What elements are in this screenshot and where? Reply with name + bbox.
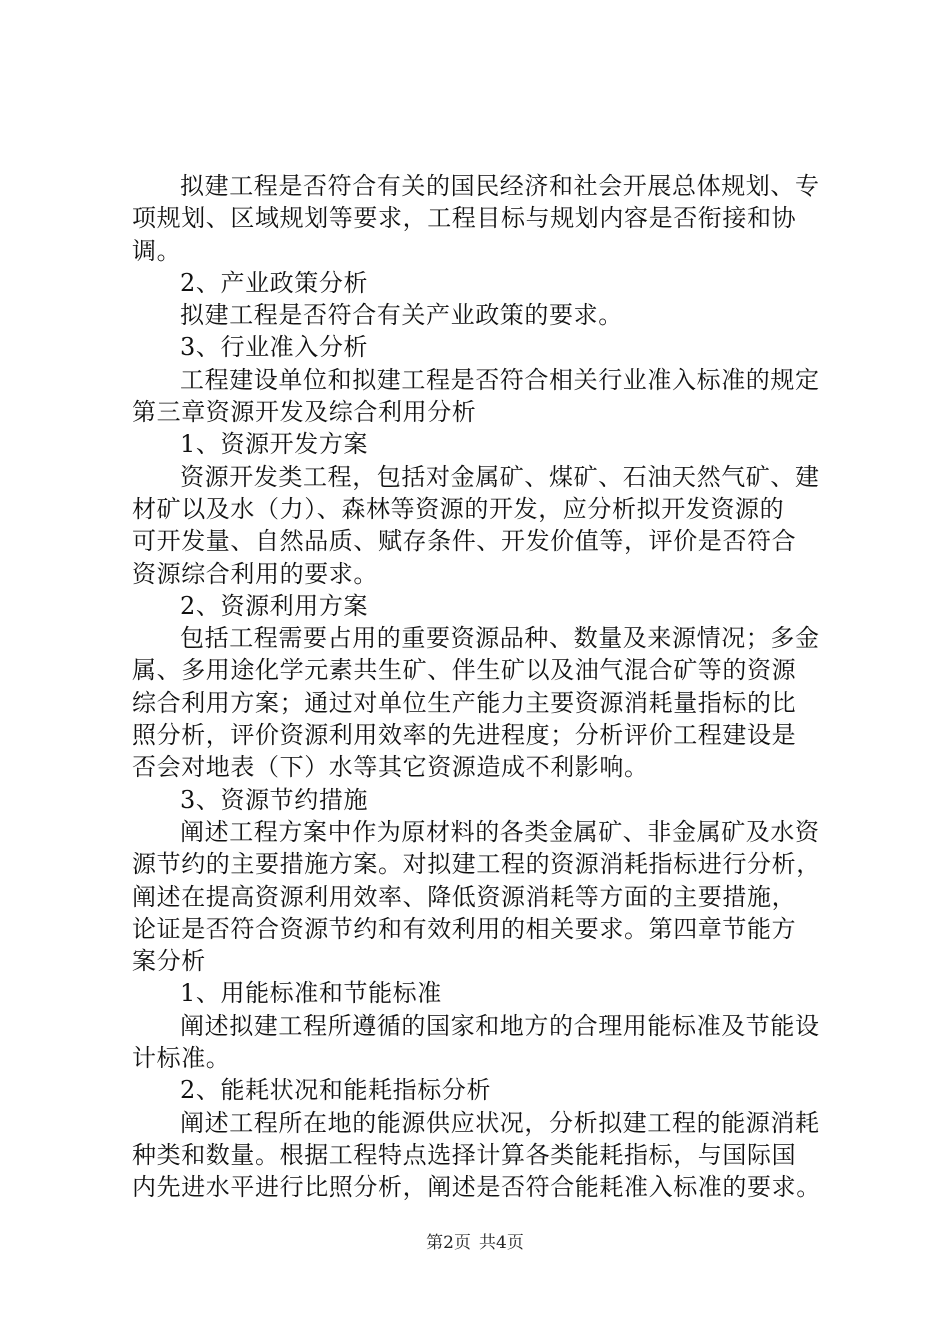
body-text	[132, 170, 832, 1204]
paragraph-line: 阐述拟建工程所遵循的国家和地方的合理用能标准及节能设	[180, 1011, 820, 1040]
paragraph-line: 资源综合利用的要求。	[132, 559, 378, 588]
paragraph-line: 阐述工程方案中作为原材料的各类金属矿、非金属矿及水资	[180, 817, 820, 846]
paragraph-line: 论证是否符合资源节约和有效利用的相关要求。第四章节能方	[132, 914, 797, 943]
chapter-heading: 第三章资源开发及综合利用分析	[132, 398, 477, 427]
paragraph-line: 源节约的主要措施方案。对拟建工程的资源消耗指标进行分析，	[132, 850, 821, 879]
paragraph-line: 拟建工程是否符合有关的国民经济和社会开展总体规划、专	[180, 172, 820, 200]
paragraph-line: 资源开发类工程，包括对金属矿、煤矿、石油天然气矿、建	[180, 462, 820, 491]
paragraph-line: 案分析	[132, 947, 206, 976]
paragraph-line: 属、多用途化学元素共生矿、伴生矿以及油气混合矿等的资源	[132, 656, 797, 685]
paragraph-line: 综合利用方案；通过对单位生产能力主要资源消耗量指标的比	[132, 688, 797, 717]
paragraph-line: 计标准。	[132, 1044, 231, 1073]
section-heading: 2、资源利用方案	[180, 591, 369, 620]
page-footer	[0, 1233, 950, 1253]
section-heading: 3、行业准入分析	[180, 333, 369, 362]
paragraph-line: 工程建设单位和拟建工程是否符合相关行业准入标准的规定	[180, 365, 820, 394]
section-heading: 2、产业政策分析	[180, 268, 369, 297]
paragraph-line: 阐述在提高资源利用效率、降低资源消耗等方面的主要措施，	[132, 882, 797, 911]
section-heading: 2、能耗状况和能耗指标分析	[180, 1076, 492, 1105]
section-heading: 3、资源节约措施	[180, 785, 369, 814]
paragraph-line: 可开发量、自然品质、赋存条件、开发价值等，评价是否符合	[132, 527, 797, 556]
paragraph-line: 内先进水平进行比照分析，阐述是否符合能耗准入标准的要求。	[132, 1173, 821, 1202]
section-heading: 1、资源开发方案	[180, 430, 369, 459]
page-number: 第2页	[426, 1233, 471, 1253]
paragraph-line: 拟建工程是否符合有关产业政策的要求。	[180, 301, 623, 330]
paragraph-line: 种类和数量。根据工程特点选择计算各类能耗指标，与国际国	[132, 1140, 797, 1169]
paragraph-line: 项规划、区域规划等要求，工程目标与规划内容是否衔接和协	[132, 204, 797, 233]
paragraph-line: 材矿以及水（力）、森林等资源的开发，应分析拟开发资源的	[132, 494, 785, 523]
section-heading: 1、用能标准和节能标准	[180, 979, 442, 1008]
paragraph-line: 包括工程需要占用的重要资源品种、数量及来源情况；多金	[180, 624, 820, 653]
paragraph-line: 照分析，评价资源利用效率的先进程度；分析评价工程建设是	[132, 721, 797, 750]
paragraph-line: 否会对地表（下）水等其它资源造成不利影响。	[132, 753, 649, 782]
paragraph-line: 阐述工程所在地的能源供应状况，分析拟建工程的能源消耗	[180, 1108, 820, 1137]
paragraph-line: 调。	[132, 236, 182, 265]
page-total: 共4页	[479, 1233, 524, 1253]
